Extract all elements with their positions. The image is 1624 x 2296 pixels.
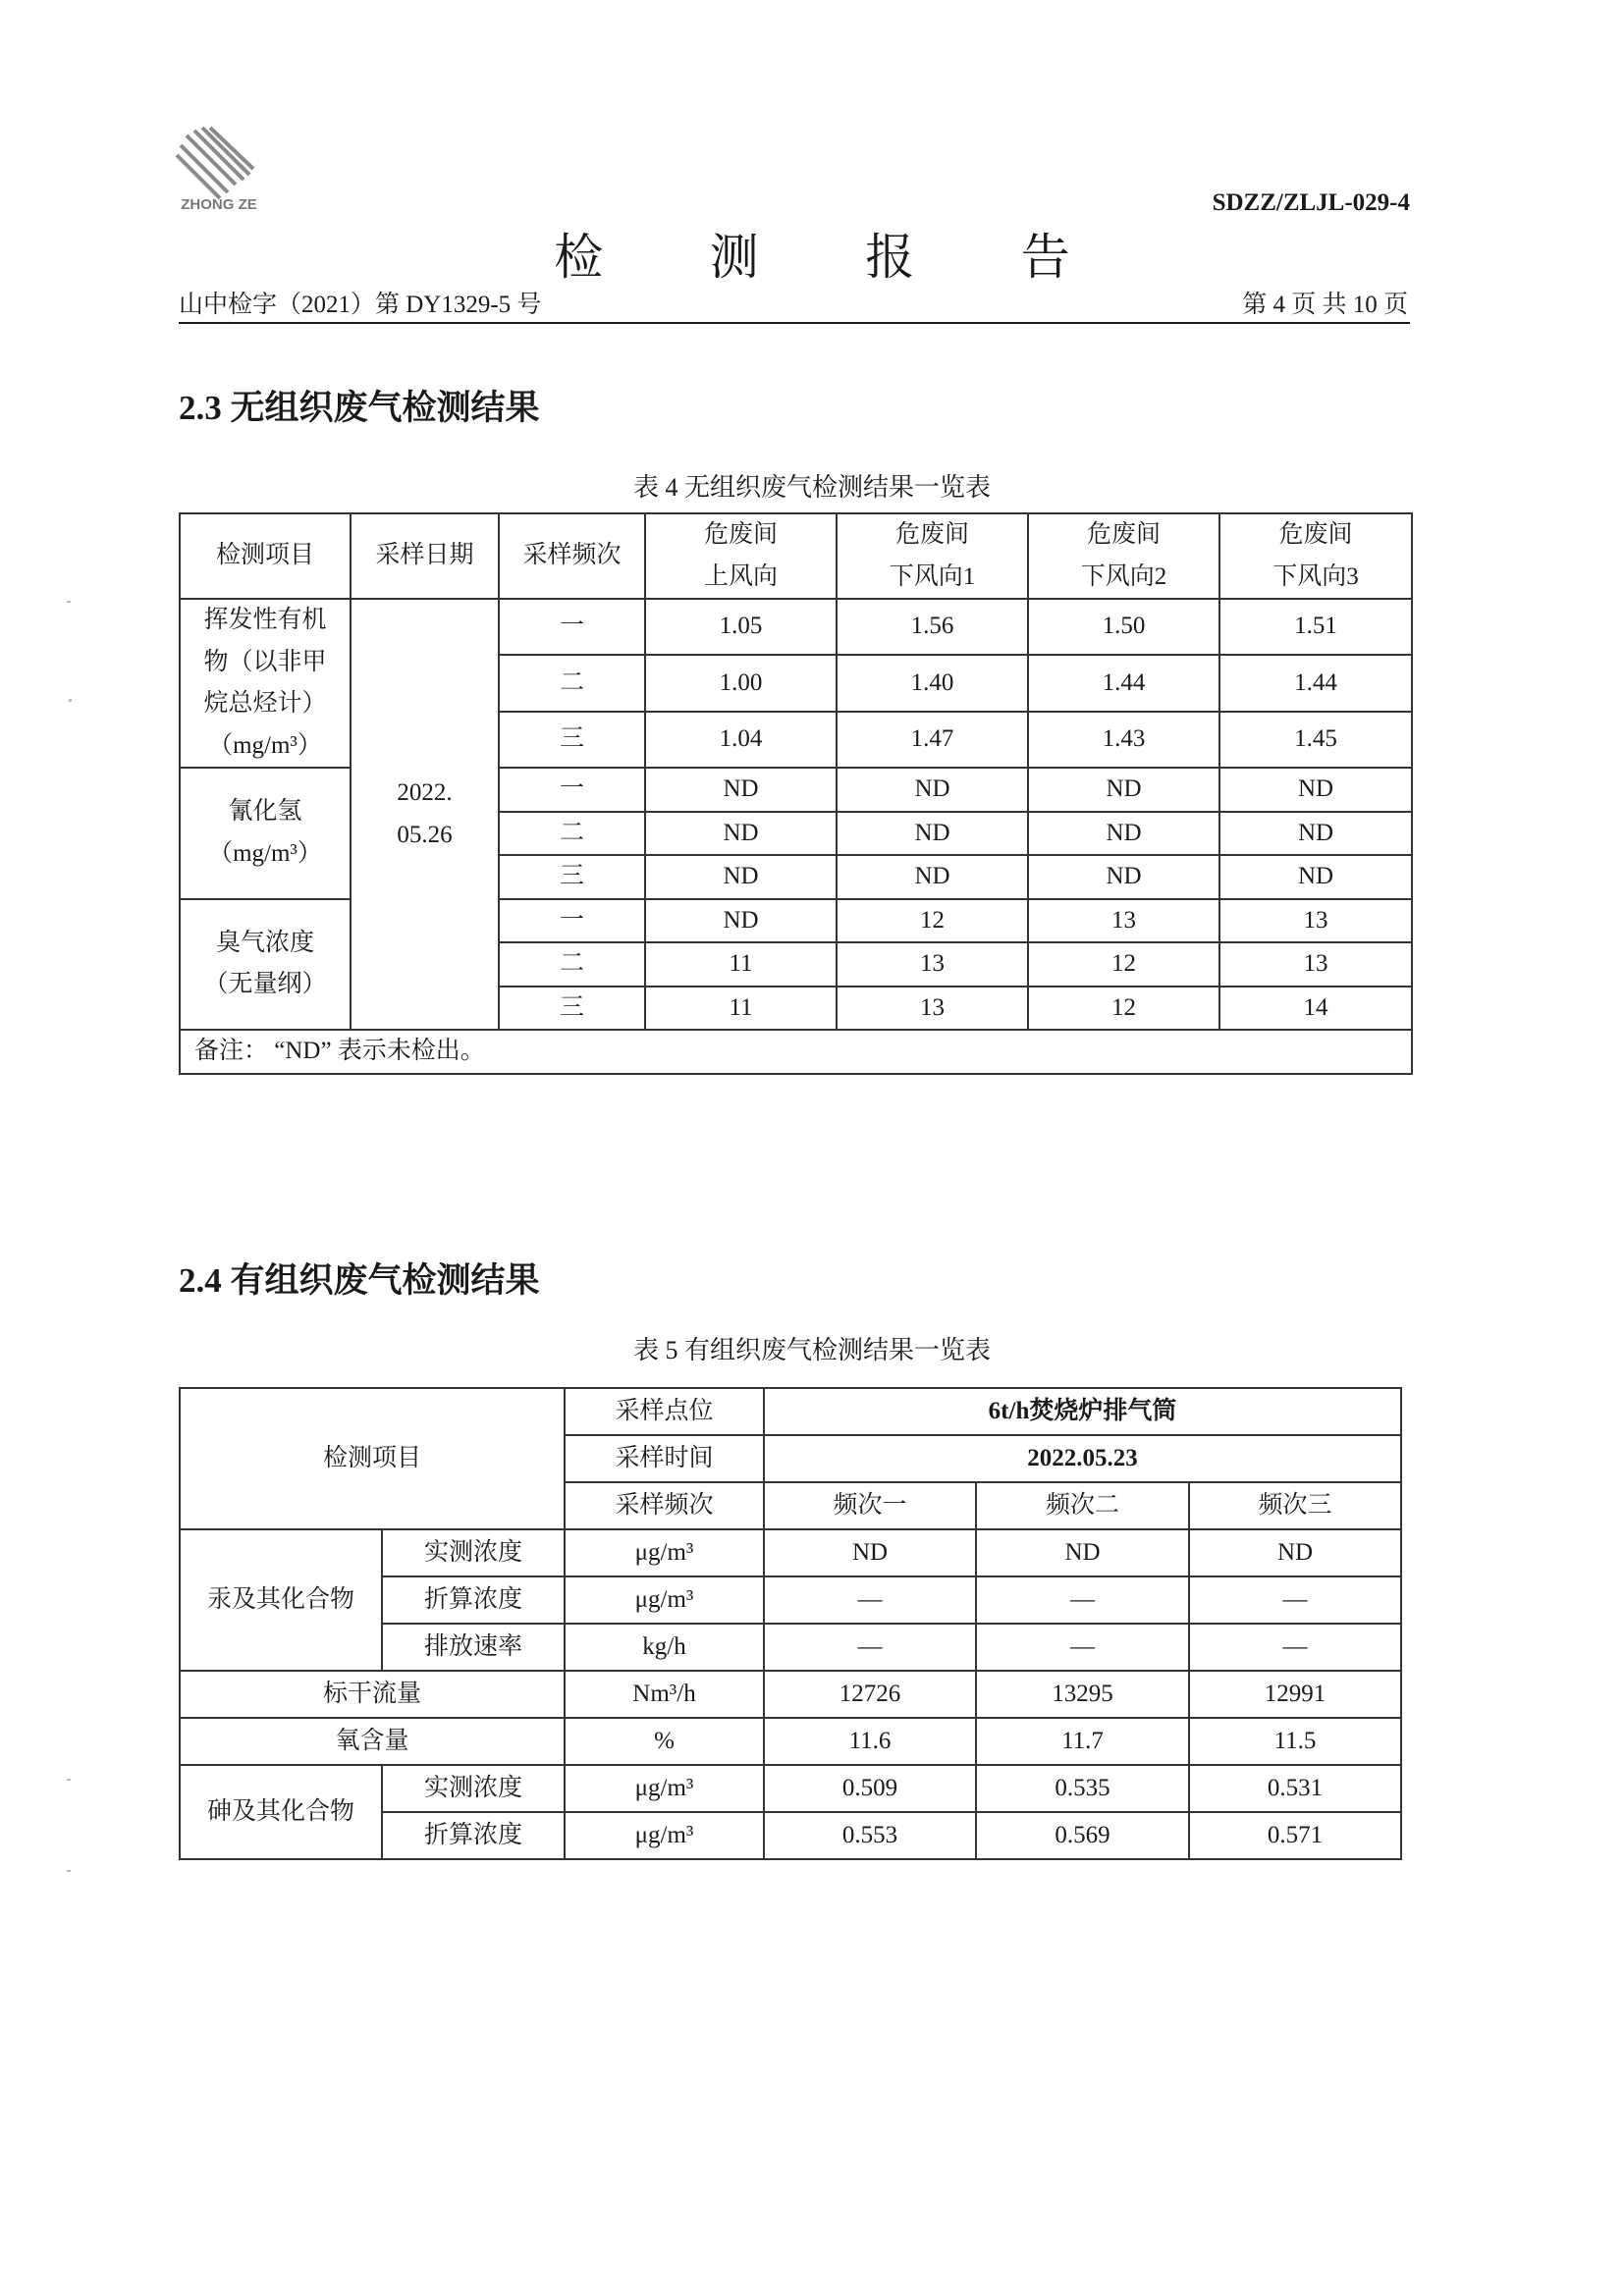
table-5-metric-label: 折算浓度 (382, 1576, 565, 1624)
table-5-item-name: 汞及其化合物 (180, 1529, 382, 1671)
table-4-value: ND (645, 768, 837, 812)
table-4-value: ND (837, 768, 1028, 812)
table-4-value: 13 (1028, 899, 1219, 943)
table-4-frequency: 二 (499, 942, 645, 987)
table-5-row (180, 1765, 1401, 1812)
table-4-value: 1.44 (1219, 655, 1412, 711)
table-5-value: 12726 (764, 1671, 976, 1718)
table-5-value: 12991 (1189, 1671, 1401, 1718)
table-5-unit: μg/m³ (565, 1765, 764, 1812)
table-4-header-cell: 危废间 上风向 (645, 513, 837, 599)
table-4-value: ND (645, 812, 837, 856)
section-title-2-4: 2.4 有组织废气检测结果 (179, 1261, 540, 1300)
table-4-note: 备注： “ND” 表示未检出。 (180, 1030, 1412, 1074)
table-4-frequency: 三 (499, 712, 645, 768)
table-5-caption: 表 5 有组织废气检测结果一览表 (632, 1336, 991, 1364)
table-5-unit: % (565, 1718, 764, 1765)
table-4-value: 1.40 (837, 655, 1028, 711)
report-number: 山中检字（2021）第 DY1329-5 号 (179, 292, 542, 318)
table-5-value: — (764, 1624, 976, 1671)
table-4-header-cell: 危废间 下风向3 (1219, 513, 1412, 599)
table-5-value: 0.509 (764, 1765, 976, 1812)
table-5-metric-label: 实测浓度 (382, 1765, 565, 1812)
table-4-value: ND (645, 855, 837, 899)
table-4-item-name: 挥发性有机 物（以非甲 烷总烃计） （mg/m³） (180, 599, 351, 768)
table-5-unit: kg/h (565, 1624, 764, 1671)
table-5-value: 11.6 (764, 1718, 976, 1765)
table-4-value: ND (1219, 855, 1412, 899)
table-4-value: 12 (1028, 987, 1219, 1031)
table-5-value: — (976, 1576, 1189, 1624)
table-5-value: — (1189, 1576, 1401, 1624)
table-5-value: 0.569 (976, 1812, 1189, 1859)
table-5-unit: Nm³/h (565, 1671, 764, 1718)
table-4-item-name: 臭气浓度 （无量纲） (180, 899, 351, 1031)
table-5-value: 0.535 (976, 1765, 1189, 1812)
table-4-value: ND (645, 899, 837, 943)
scan-mark (67, 1870, 71, 1872)
table-4-header-row (180, 513, 1412, 599)
table-4-row (180, 599, 1412, 655)
report-header-row (179, 283, 1410, 324)
page-title: 检 测 报 告 (554, 230, 1117, 285)
table-4-value: ND (1219, 812, 1412, 856)
table-5-value: 0.571 (1189, 1812, 1401, 1859)
table-5-frequency-header: 频次一 (764, 1482, 976, 1529)
table-5-point-value: 6t/h焚烧炉排气筒 (764, 1388, 1401, 1435)
table-5-unit: μg/m³ (565, 1576, 764, 1624)
table-4-item-name: 氰化氢 （mg/m³） (180, 768, 351, 899)
table-5-unit: μg/m³ (565, 1812, 764, 1859)
table-5-item-name: 标干流量 (180, 1671, 565, 1718)
table-4-value: 13 (1219, 942, 1412, 987)
table-4-fugitive-emissions (179, 512, 1413, 1075)
table-5-value: — (1189, 1624, 1401, 1671)
table-4-header-cell: 危废间 下风向2 (1028, 513, 1219, 599)
table-4-value: 11 (645, 942, 837, 987)
table-5-row (180, 1388, 1401, 1435)
table-4-value: 12 (1028, 942, 1219, 987)
table-5-value: 11.5 (1189, 1718, 1401, 1765)
table-5-value: 0.531 (1189, 1765, 1401, 1812)
table-4-caption: 表 4 无组织废气检测结果一览表 (632, 473, 991, 502)
table-4-frequency: 二 (499, 655, 645, 711)
table-4-value: 14 (1219, 987, 1412, 1031)
table-5-stack-emissions (179, 1387, 1402, 1860)
logo-text: ZHONG ZE (181, 196, 257, 213)
table-5-time-label: 采样时间 (565, 1435, 764, 1482)
page-info: 第 4 页 共 10 页 (1242, 292, 1408, 318)
table-4-frequency: 一 (499, 899, 645, 943)
table-5-metric-label: 实测浓度 (382, 1529, 565, 1576)
table-4-frequency: 二 (499, 812, 645, 856)
table-4-value: ND (1028, 855, 1219, 899)
table-5-metric-label: 折算浓度 (382, 1812, 565, 1859)
table-5-value: ND (976, 1529, 1189, 1576)
table-4-frequency: 一 (499, 599, 645, 655)
table-4-value: 1.56 (837, 599, 1028, 655)
table-4-value: 1.04 (645, 712, 837, 768)
scan-mark (67, 1779, 71, 1781)
table-5-frequency-header: 频次三 (1189, 1482, 1401, 1529)
table-4-frequency: 三 (499, 987, 645, 1031)
table-4-value: ND (1028, 812, 1219, 856)
table-5-row (180, 1529, 1401, 1576)
table-5-item-header: 检测项目 (180, 1388, 565, 1529)
table-5-item-name: 氧含量 (180, 1718, 565, 1765)
table-4-value: ND (837, 812, 1028, 856)
table-4-header-cell: 采样日期 (351, 513, 499, 599)
table-5-value: 13295 (976, 1671, 1189, 1718)
table-5-metric-label: 排放速率 (382, 1624, 565, 1671)
table-4-value: 1.00 (645, 655, 837, 711)
table-4-value: 1.45 (1219, 712, 1412, 768)
table-4-value: 12 (837, 899, 1028, 943)
table-4-value: 13 (1219, 899, 1412, 943)
table-4-value: 11 (645, 987, 837, 1031)
section-title-2-3: 2.3 无组织废气检测结果 (179, 389, 540, 427)
table-5-value: ND (764, 1529, 976, 1576)
table-5-point-label: 采样点位 (565, 1388, 764, 1435)
table-4-sampling-date: 2022. 05.26 (351, 599, 499, 1030)
table-4-value: ND (1028, 768, 1219, 812)
table-5-frequency-label: 采样频次 (565, 1482, 764, 1529)
table-4-note-row (180, 1030, 1412, 1074)
table-5-value: 11.7 (976, 1718, 1189, 1765)
table-4-frequency: 一 (499, 768, 645, 812)
table-4-frequency: 三 (499, 855, 645, 899)
table-4-value: 1.50 (1028, 599, 1219, 655)
table-5-value: 0.553 (764, 1812, 976, 1859)
table-5-row (180, 1671, 1401, 1718)
table-4-value: 1.47 (837, 712, 1028, 768)
table-5-time-value: 2022.05.23 (764, 1435, 1401, 1482)
table-4-value: 1.05 (645, 599, 837, 655)
scan-mark (67, 601, 71, 603)
table-4-header-cell: 检测项目 (180, 513, 351, 599)
table-5-item-name: 砷及其化合物 (180, 1765, 382, 1859)
table-4-value: 1.51 (1219, 599, 1412, 655)
table-4-value: 1.43 (1028, 712, 1219, 768)
document-code: SDZZ/ZLJL-029-4 (1212, 189, 1410, 216)
table-5-frequency-header: 频次二 (976, 1482, 1189, 1529)
table-4-header-cell: 危废间 下风向1 (837, 513, 1028, 599)
table-5-unit: μg/m³ (565, 1529, 764, 1576)
table-4-value: ND (1219, 768, 1412, 812)
table-5-value: — (764, 1576, 976, 1624)
table-5-value: — (976, 1624, 1189, 1671)
table-4-header-cell: 采样频次 (499, 513, 645, 599)
table-4-value: ND (837, 855, 1028, 899)
scan-mark (69, 699, 72, 702)
table-4-value: 13 (837, 942, 1028, 987)
table-5-row (180, 1718, 1401, 1765)
table-4-value: 1.44 (1028, 655, 1219, 711)
table-5-value: ND (1189, 1529, 1401, 1576)
table-4-value: 13 (837, 987, 1028, 1031)
